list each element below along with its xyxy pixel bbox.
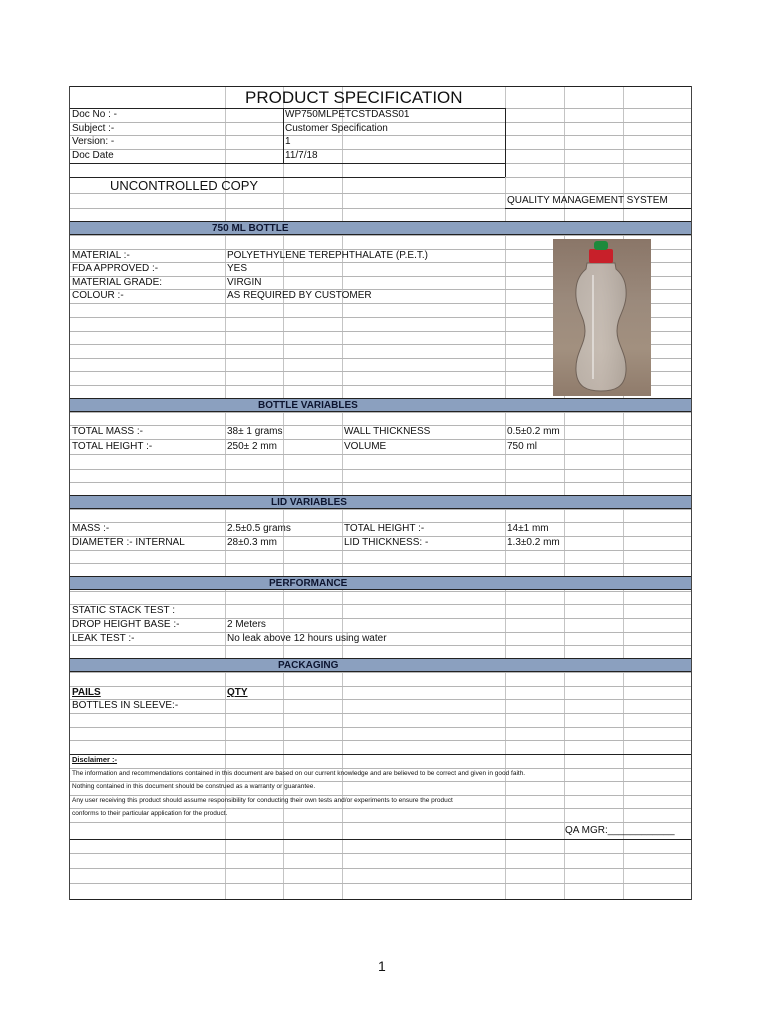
version-label: Version: -: [72, 136, 115, 147]
lid-thickness-value: 1.3±0.2 mm: [507, 537, 560, 548]
doc-no-value: WP750MLPETCSTDASS01: [285, 109, 410, 120]
lid-mass-label: MASS :-: [72, 523, 110, 534]
total-mass-value: 38± 1 grams: [227, 426, 283, 437]
qty-header: QTY: [227, 687, 248, 698]
total-mass-label: TOTAL MASS :-: [72, 426, 143, 437]
section-band-lid-variables: [70, 495, 691, 509]
wall-thickness-value: 0.5±0.2 mm: [507, 426, 560, 437]
leak-test-value: No leak above 12 hours using water: [227, 633, 387, 644]
bottles-in-sleeve-label: BOTTLES IN SLEEVE:-: [72, 700, 179, 711]
fda-value: YES: [227, 263, 248, 274]
total-height-value: 250± 2 mm: [227, 441, 277, 452]
spec-sheet: [69, 86, 692, 900]
subject-label: Subject :-: [72, 123, 115, 134]
drop-height-label: DROP HEIGHT BASE :-: [72, 619, 180, 630]
doc-date-label: Doc Date: [72, 150, 114, 161]
doc-no-label: Doc No : -: [72, 109, 118, 120]
lid-thickness-label: LID THICKNESS: -: [344, 537, 429, 548]
version-value: 1: [285, 136, 291, 147]
section-band-packaging: [70, 658, 691, 672]
section-heading: LID VARIABLES: [271, 497, 347, 508]
volume-label: VOLUME: [344, 441, 387, 452]
grade-label: MATERIAL GRADE:: [72, 277, 163, 288]
uncontrolled-copy: UNCONTROLLED COPY: [110, 178, 259, 193]
section-band-bottle-variables: [70, 398, 691, 412]
drop-height-value: 2 Meters: [227, 619, 266, 630]
material-value: POLYETHYLENE TEREPHTHALATE (P.E.T.): [227, 250, 428, 261]
disclaimer-line: Nothing contained in this document should be construed as a warranty or guarantee.: [72, 783, 316, 790]
volume-value: 750 ml: [507, 441, 538, 452]
qa-manager-signature: QA MGR:____________: [565, 825, 675, 836]
doc-date-value: 11/7/18: [285, 150, 318, 161]
lid-height-label: TOTAL HEIGHT :-: [344, 523, 425, 534]
lid-mass-value: 2.5±0.5 grams: [227, 523, 291, 534]
lid-height-value: 14±1 mm: [507, 523, 549, 534]
section-heading: PACKAGING: [278, 660, 339, 671]
leak-test-label: LEAK TEST :-: [72, 633, 135, 644]
section-heading: PERFORMANCE: [269, 578, 348, 589]
disclaimer-line: Any user receiving this product should assume responsibility for conducting their own tests and/or experiments to ensure the product: [72, 797, 453, 804]
disclaimer-line: conforms to their particular application for the product.: [72, 810, 228, 817]
subject-value: Customer Specification: [285, 123, 388, 134]
total-height-label: TOTAL HEIGHT :-: [72, 441, 153, 452]
section-heading: BOTTLE VARIABLES: [258, 400, 358, 411]
section-band-performance: [70, 576, 691, 590]
pails-header: PAILS: [72, 687, 101, 698]
wall-thickness-label: WALL THICKNESS: [344, 426, 431, 437]
material-label: MATERIAL :-: [72, 250, 130, 261]
grade-value: VIRGIN: [227, 277, 262, 288]
fda-label: FDA APPROVED :-: [72, 263, 159, 274]
static-stack-label: STATIC STACK TEST :: [72, 605, 175, 616]
colour-value: AS REQUIRED BY CUSTOMER: [227, 290, 372, 301]
colour-label: COLOUR :-: [72, 290, 124, 301]
page-title: PRODUCT SPECIFICATION: [245, 88, 463, 107]
bottle-photo: [553, 239, 651, 396]
disclaimer-line: The information and recommendations contained in this document are based on our current knowledge and are believed to be correct and given in good faith.: [72, 770, 526, 777]
section-band-bottle: [70, 221, 691, 235]
section-heading: 750 ML BOTTLE: [212, 223, 289, 234]
disclaimer-heading: Disclaimer :-: [72, 755, 118, 764]
qms-label: QUALITY MANAGEMENT SYSTEM: [507, 195, 668, 206]
lid-diameter-label: DIAMETER :- INTERNAL: [72, 537, 185, 548]
page-number: 1: [378, 958, 386, 974]
lid-diameter-value: 28±0.3 mm: [227, 537, 277, 548]
